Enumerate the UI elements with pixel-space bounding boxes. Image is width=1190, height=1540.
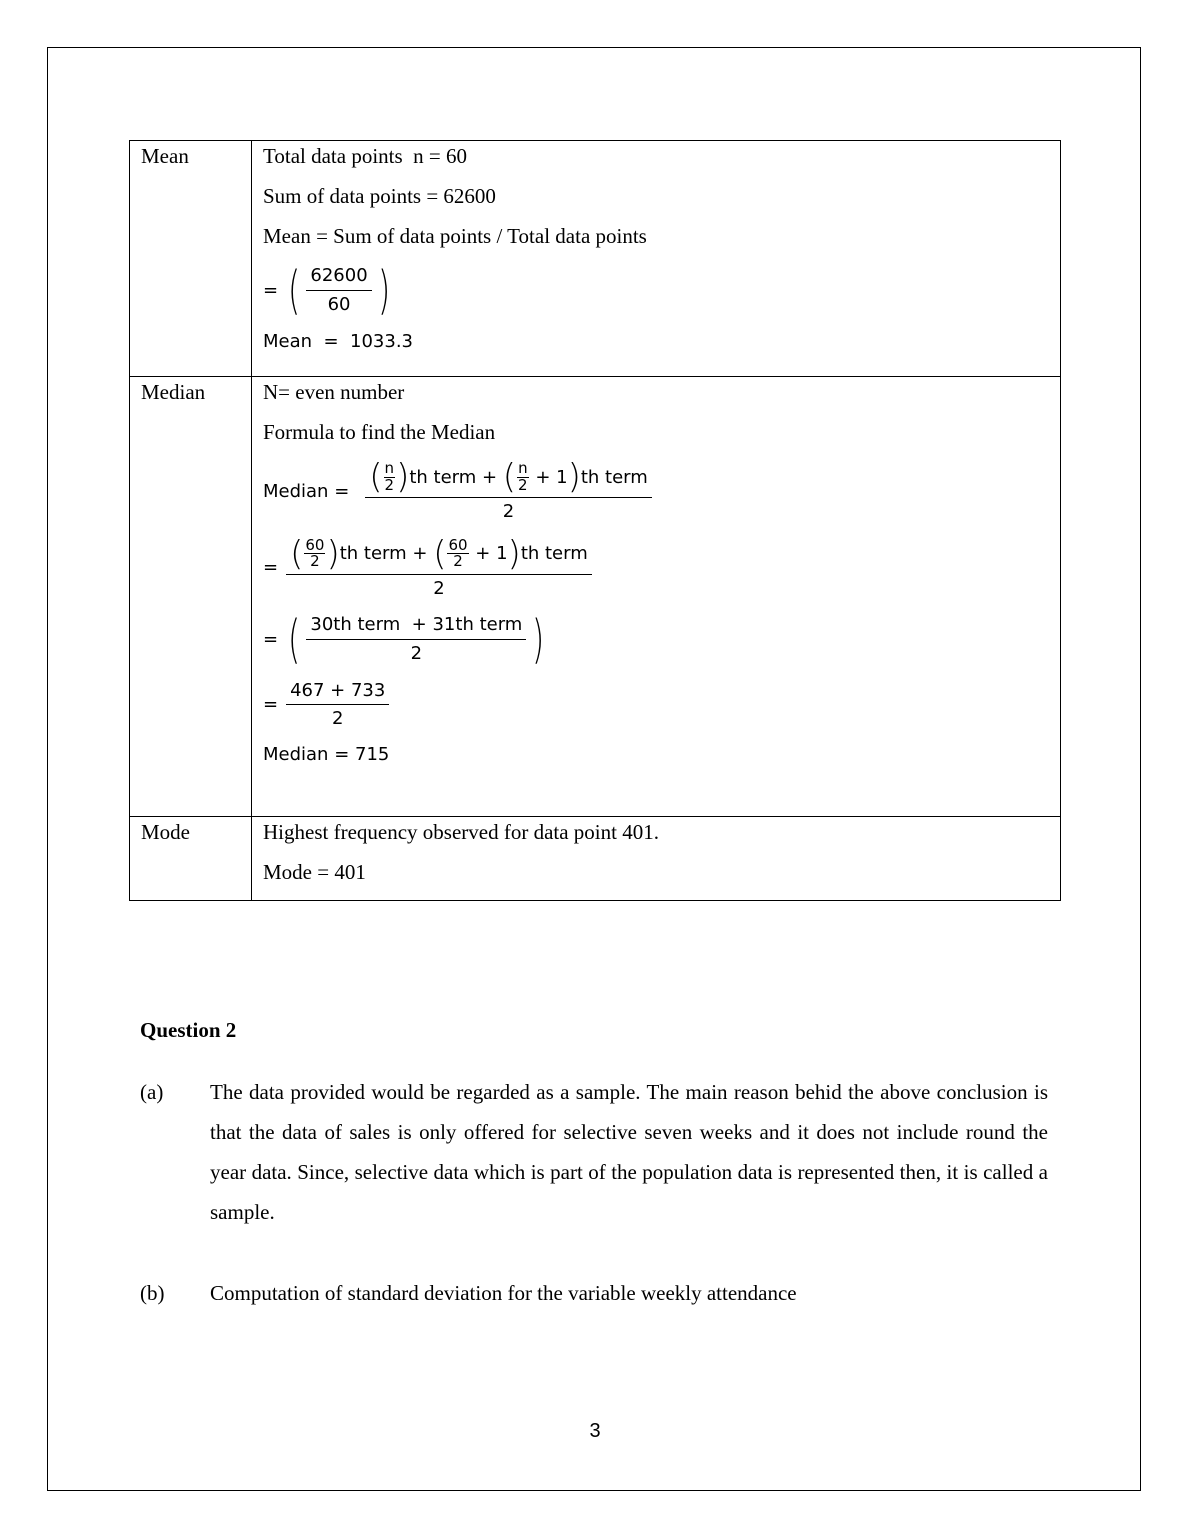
mode-line-2: Mode = 401 bbox=[263, 860, 366, 885]
step3-numerator: 30th term + 31th term bbox=[306, 614, 526, 640]
median-label: Median bbox=[130, 377, 252, 817]
question-heading: Question 2 bbox=[140, 1018, 237, 1042]
mode-line-1: Highest frequency observed for data point 401. bbox=[263, 820, 659, 844]
median-formula-label: Median = bbox=[263, 480, 350, 502]
median-formula: Median = ( n 2 ) th term + ( n 2 + 1 ) th term 2 bbox=[263, 460, 1060, 523]
mean-label: Mean bbox=[130, 141, 252, 377]
mean-denominator: 60 bbox=[327, 294, 351, 316]
median-line-1: N= even number bbox=[263, 380, 405, 404]
mean-numerator: 62600 bbox=[306, 265, 371, 291]
statistics-table bbox=[129, 140, 1061, 901]
step4-numerator: 467 + 733 bbox=[286, 680, 389, 706]
answer-a-text: The data provided would be regarded as a sample. The main reason behid the above conclusion is that the data of sales is only offered for selective seven weeks and it does not include round the year data. Since, selective data which is part of the population data is represented then, it is called a sample. bbox=[210, 1080, 1048, 1224]
plus-one: + 1 bbox=[475, 543, 508, 565]
median-result: Median = 715 bbox=[263, 743, 390, 765]
answer-b-text: Computation of standard deviation for the variable weekly attendance bbox=[210, 1281, 797, 1305]
median-content bbox=[252, 377, 1061, 817]
mean-line-3: Mean = Sum of data points / Total data points bbox=[263, 224, 647, 249]
step3-denominator: 2 bbox=[410, 643, 423, 665]
table-row bbox=[130, 817, 1061, 901]
mean-line-1: Total data points n = 60 bbox=[263, 144, 468, 168]
mean-result: Mean = 1033.3 bbox=[263, 330, 413, 352]
n-symbol: n bbox=[518, 459, 528, 478]
two: 2 bbox=[518, 475, 528, 494]
answer-a-marker: (a) bbox=[140, 1080, 164, 1104]
th-term: th term bbox=[520, 543, 588, 565]
median-step-2: = ( 60 2 ) th term + ( 60 2 + 1 ) th term 2 bbox=[263, 537, 1060, 600]
two: 2 bbox=[453, 552, 463, 571]
mode-label: Mode bbox=[130, 817, 252, 901]
two: 2 bbox=[384, 475, 395, 494]
mean-content bbox=[252, 141, 1061, 377]
median-step-3: = ( $\frac{\text{30th term + 31th term}}{2}$ ) bbox=[263, 609, 545, 670]
th-term: th term bbox=[409, 466, 477, 488]
table-row bbox=[130, 141, 1061, 377]
median-denominator: 2 bbox=[502, 501, 515, 523]
th-term: th term bbox=[339, 543, 407, 565]
answer-b bbox=[140, 1273, 1048, 1313]
step4-denominator: 2 bbox=[331, 708, 344, 730]
median-denominator: 2 bbox=[433, 577, 445, 599]
answer-a bbox=[140, 1072, 1048, 1232]
median-line-2: Formula to find the Median bbox=[263, 420, 496, 445]
sixty: 60 bbox=[305, 535, 325, 554]
median-step-4: = $\frac{467 + 733}{2}$ bbox=[263, 680, 1060, 730]
mode-content bbox=[252, 817, 1061, 901]
n-symbol: n bbox=[384, 459, 395, 478]
table-row bbox=[130, 377, 1061, 817]
sixty: 60 bbox=[448, 535, 468, 554]
two: 2 bbox=[310, 552, 320, 571]
page-number: 3 bbox=[589, 1420, 601, 1442]
th-term: th term bbox=[580, 466, 648, 488]
plus-one: + 1 bbox=[535, 466, 568, 488]
mean-fraction: = ( $\frac{62600}{60}$ ) bbox=[263, 260, 390, 321]
answer-b-marker: (b) bbox=[140, 1281, 165, 1305]
mean-line-2: Sum of data points = 62600 bbox=[263, 184, 496, 209]
